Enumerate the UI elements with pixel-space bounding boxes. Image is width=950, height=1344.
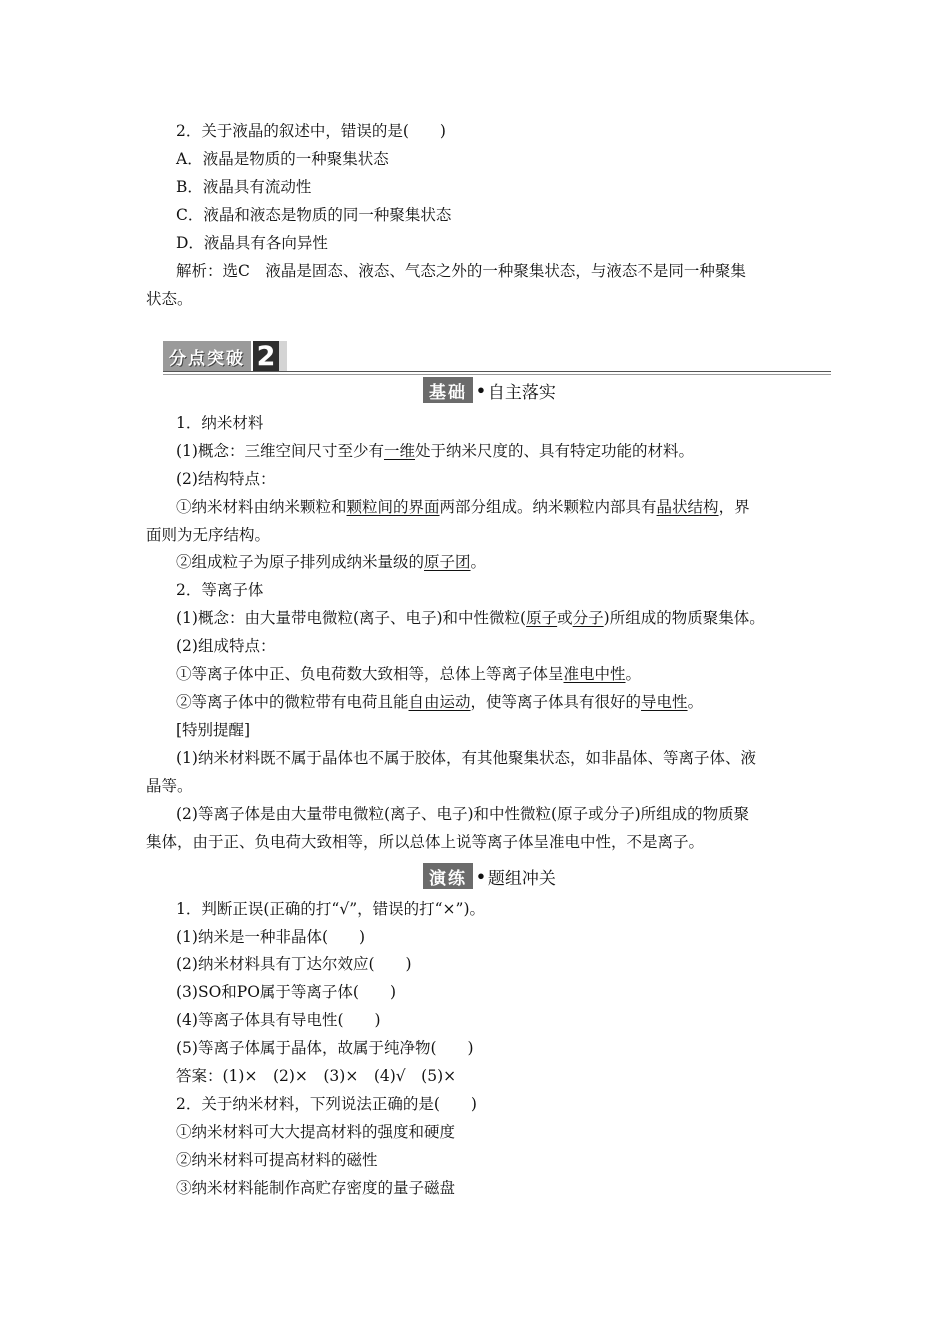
practice-q1-4: (4)等离子体具有导电性( )	[176, 1011, 381, 1029]
text: 或	[557, 609, 573, 627]
practice-q1-answer: 答案：(1)× (2)× (3)× (4)√ (5)×	[176, 1067, 457, 1085]
section-badge-tail	[279, 341, 287, 371]
fill-in-answer: 颗粒间的界面	[346, 498, 440, 516]
text: ，使等离子体具有很好的	[470, 693, 642, 711]
practice-header-dot: •	[476, 866, 486, 886]
fill-in-answer: 导电性	[641, 693, 688, 711]
section-rule-secondary	[163, 374, 831, 375]
practice-header	[423, 863, 556, 889]
reminder-title: [特别提醒]	[176, 721, 251, 739]
practice-q2-1: ①纳米材料可大大提高材料的强度和硬度	[176, 1123, 456, 1141]
plasma-concept	[176, 608, 765, 628]
practice-q2-2: ②纳米材料可提高材料的磁性	[176, 1151, 378, 1169]
text: )所组成的物质聚集体。	[603, 609, 765, 627]
nano-title: 1．纳米材料	[176, 414, 264, 432]
section-badge	[163, 341, 287, 371]
fill-in-answer: 原子	[526, 609, 558, 627]
basic-header-rest: 自主落实	[487, 382, 556, 403]
reminder-1a: (1)纳米材料既不属于晶体也不属于胶体，有其他聚集状态，如非晶体、等离子体、液	[176, 749, 756, 767]
fill-in-answer: 晶状结构	[656, 498, 719, 516]
fill-in-answer: 分子	[572, 609, 604, 627]
option-d: D．液晶具有各向异性	[176, 234, 328, 252]
text: ②等离子体中的微粒带有电荷且能	[176, 693, 409, 711]
text: 两部分组成。纳米颗粒内部具有	[439, 498, 657, 516]
fill-in-answer: 一维	[383, 442, 415, 460]
nano-structure-2	[176, 552, 486, 572]
practice-q1-2: (2)纳米材料具有丁达尔效应( )	[176, 955, 412, 973]
practice-header-key: 演练	[423, 863, 473, 889]
section-number: 2	[253, 341, 279, 371]
text: ①纳米材料由纳米颗粒和	[176, 498, 347, 516]
text: ②组成粒子为原子排列成纳米量级的	[176, 553, 425, 571]
analysis-line-2: 状态。	[146, 290, 193, 308]
question-stem: 2．关于液晶的叙述中，错误的是( )	[176, 122, 446, 140]
reminder-2b: 集体，由于正、负电荷大致相等，所以总体上说等离子体呈准电中性，不是离子。	[146, 833, 705, 851]
text: 处于纳米尺度的、具有特定功能的材料。	[414, 442, 694, 460]
practice-q1: 1．判断正误(正确的打“√”，错误的打“×”)。	[176, 900, 486, 918]
practice-q2-3: ③纳米材料能制作高贮存密度的量子磁盘	[176, 1179, 456, 1197]
reminder-2a: (2)等离子体是由大量带电微粒(离子、电子)和中性微粒(原子或分子)所组成的物质聚	[176, 805, 750, 823]
practice-q2: 2．关于纳米材料，下列说法正确的是( )	[176, 1095, 477, 1113]
nano-concept	[176, 441, 694, 461]
plasma-composition-2	[176, 692, 703, 712]
analysis-line-1: 解析：选C 液晶是固态、液态、气态之外的一种聚集状态，与液态不是同一种聚集	[176, 262, 746, 280]
plasma-title: 2．等离子体	[176, 581, 264, 599]
text: 。	[687, 693, 704, 711]
fill-in-answer: 原子团	[424, 553, 471, 571]
nano-structure-1-cont: 面则为无序结构。	[146, 526, 271, 544]
basic-header-dot: •	[476, 380, 486, 400]
practice-header-rest: 题组冲关	[487, 868, 556, 889]
section-label: 分点突破	[163, 341, 251, 371]
option-b: B．液晶具有流动性	[176, 178, 312, 196]
nano-structure-title: (2)结构特点：	[176, 470, 276, 488]
option-c: C．液晶和液态是物质的同一种聚集状态	[176, 206, 452, 224]
section-rule	[163, 371, 831, 372]
plasma-composition-title: (2)组成特点：	[176, 637, 276, 655]
text: ，界	[718, 498, 750, 516]
fill-in-answer: 自由运动	[408, 693, 471, 711]
practice-q1-3: (3)SO和PO属于等离子体( )	[176, 983, 397, 1001]
text: 。	[625, 665, 642, 683]
practice-q1-1: (1)纳米是一种非晶体( )	[176, 928, 366, 946]
basic-header-key: 基础	[423, 377, 473, 403]
basic-header	[423, 377, 556, 403]
text: ①等离子体中正、负电荷数大致相等，总体上等离子体呈	[176, 665, 564, 683]
nano-structure-1	[176, 497, 750, 517]
fill-in-answer: 准电中性	[563, 665, 626, 683]
plasma-composition-1	[176, 664, 641, 684]
practice-q1-5: (5)等离子体属于晶体，故属于纯净物( )	[176, 1039, 474, 1057]
reminder-1b: 晶等。	[146, 777, 193, 795]
text: (1)概念：由大量带电微粒(离子、电子)和中性微粒(	[176, 609, 527, 627]
option-a: A．液晶是物质的一种聚集状态	[176, 150, 389, 168]
text: (1)概念：三维空间尺寸至少有	[176, 442, 384, 460]
text: 。	[470, 553, 487, 571]
